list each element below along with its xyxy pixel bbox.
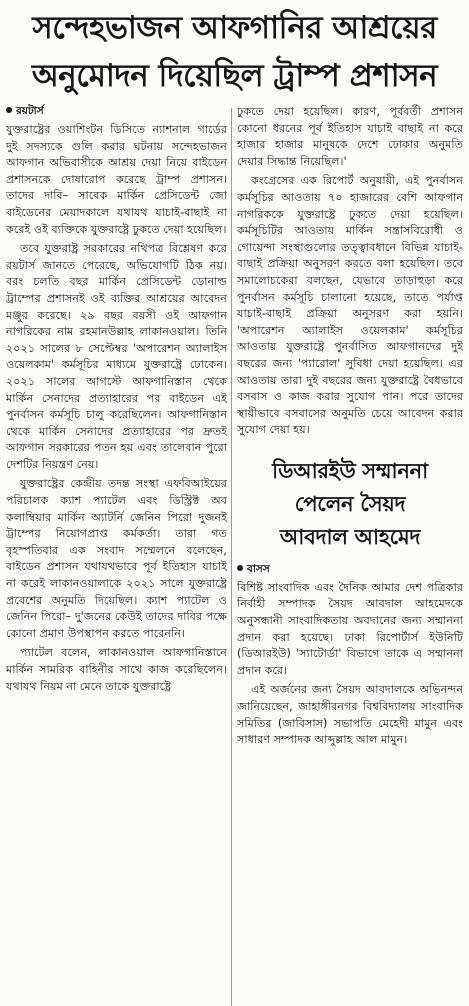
secondary-headline bbox=[237, 455, 463, 554]
article-paragraph: যুক্তরাষ্ট্রের ওয়াশিংটন ডিসিতে ন্যাশনাল গার্ডের দুই সদস্যকে গুলি করার ঘটনায় সন্দেহভাজন আফগান অভিবাসীকে আশ্রয় দেয়া নিয়ে বাইডেন প্রশাসনকে দোষারোপ করেছে ট্রাম্প প্রশাসন। তাদের দাবি– সাবেক মার্কিন প্রেসিডেন্ট জো বাইডেনের মেয়াদকালে যথাযথ যাচাই-বাছাই না করেই ওই ব্যক্তিকে যুক্তরাষ্ট্রে ঢুকতে দেয়া হয়েছিল। bbox=[6, 123, 227, 236]
article-column-left bbox=[6, 104, 227, 1006]
secondary-paragraph: এই অর্জনের জন্য সৈয়দ আবদালকে অভিনন্দন জানিয়েছেন, জাহাঙ্গীরনগর বিশ্ববিদ্যালয় সাংবাদিক সমিতির (জাবিসাস) সভাপতি মেহেদী মামুন এবং সাধারণ সম্পাদক আব্দুল্লাহ আল মামুন। bbox=[237, 683, 463, 747]
bullet-icon bbox=[6, 107, 12, 113]
article-paragraph: যুক্তরাষ্ট্রের কেন্দ্রীয় তদন্ত সংস্থা এফবিআইয়ের পরিচালক ক্যাশ প্যাটেল এবং ডিস্ট্রিক্ট অব কলাম্বিয়ার মার্কিন অ্যাটর্নি জেনিন পিরো দুজনই ট্রাম্পের নিয়োগপ্রাপ্ত কর্মকর্তা। তারা গত বৃহস্পতিবার এক সংবাদ সম্মেলনে বলেছেন, বাইডেন প্রশাসন যথাযথভাবে পূর্ব ইতিহাস যাচাই না করেই লাকানওয়ালাকে ২০২১ সালে যুক্তরাষ্ট্রে প্রবেশের অনুমতি দিয়েছিল। ক্যাশ প্যাটেল ও জেনিন পিরো– দু'জনের কেউই তাদের দাবির পক্ষে কোনো প্রমাণ উপস্থাপন করতে পারেননি। bbox=[6, 477, 227, 640]
secondary-headline-line-3: আবদাল আহমেদ bbox=[279, 524, 421, 549]
main-headline-line-1: সন্দেহভাজন আফগানির আশ্রয়ের bbox=[32, 10, 437, 46]
article-paragraph-continued: ঢুকতে দেয়া হয়েছিল। কারণ, পূর্ববর্তী প্রশাসন কোনো ধরনের পূর্ব ইতিহাস যাচাই বাছাই না করে হাজার হাজার মানুষকে দেশে ঢোকার অনুমতি দেয়ার সিদ্ধান্ত নিয়েছিল।' bbox=[237, 105, 463, 168]
main-headline bbox=[8, 4, 461, 100]
article-paragraph: কংগ্রেসের এক রিপোর্ট অনুযায়ী, এই পুনর্বাসন কর্মসূচির আওতায় ৭০ হাজারের বেশি আফগান নাগরিককে যুক্তরাষ্ট্রে ঢুকতে দেয়া হয়েছিল। কর্মসূচিটির আওতায় মার্কিন সন্ত্রাসবিরোধী ও গোয়েন্দা সংস্থাগুলোর তত্ত্বাবধানে বিভিন্ন যাচাই-বাছাই প্রক্রিয়া অনুসরণ করতে বলা হয়েছিল। তবে সমালোচকেরা বলছেন, যেভাবে তাড়াহুড়া করে পুনর্বাসন কর্মসূচি চালানো হয়েছে, তাতে পর্যাপ্ত যাচাই-বাছাই প্রক্রিয়া অনুসরণ করা হয়নি। 'অপারেশন অ্যালাইস ওয়েলকাম' কর্মসূচির আওতায় যুক্তরাষ্ট্রে পুনর্বাসিত আফগানদের দুই বছরের জন্য 'প্যারোল' সুবিধা দেয়া হয়েছিল। এর আওতায় তারা দুই বছরের জন্য যুক্তরাষ্ট্রে বৈধভাবে বসবাস ও কাজ করার সুযোগ পান। পরে তাদের স্থায়ীভাবে বসবাসের অনুমতি চেয়ে আবেদন করার সুযোগ দেয়া হয়। bbox=[237, 174, 463, 437]
article-byline bbox=[6, 104, 227, 118]
secondary-byline-text: বাসস bbox=[247, 562, 270, 575]
secondary-article-body bbox=[237, 580, 463, 749]
byline-text: রয়টার্স bbox=[16, 105, 44, 117]
secondary-headline-line-2: পেলেন সৈয়দ bbox=[294, 491, 406, 516]
article-paragraph: প্যাটেল বলেন, লাকানওয়াল আফগানিস্তানে মার্কিন সামরিক বাহিনীর সাথে কাজ করেছিলেন। যথাযথ নিয়ম না মেনে তাকে যুক্তরাষ্ট্রে bbox=[6, 646, 227, 693]
column-divider bbox=[231, 108, 232, 1006]
main-headline-line-2: অনুমোদন দিয়েছিল ট্রাম্প প্রশাসন bbox=[31, 58, 438, 94]
secondary-byline bbox=[237, 562, 463, 576]
article-column-right bbox=[237, 104, 463, 1006]
secondary-paragraph: বিশিষ্ট সাংবাদিক এবং দৈনিক আমার দেশ পত্রিকার নির্বাহী সম্পাদক সৈয়দ আবদাল আহমেদকে অনুসন্ধানী সাংবাদিকতায় অবদানের জন্য সম্মাননা প্রদান করা হয়েছে। ঢাকা রিপোর্টার্স ইউনিটি (ডিআরইউ) 'স্যাটোর্ডা' বিভাগে তাকে এ সম্মাননা প্রদান করে। bbox=[237, 580, 463, 677]
secondary-headline-line-1: ডিআরইউ সম্মাননা bbox=[272, 458, 428, 483]
bullet-icon bbox=[237, 565, 243, 571]
article-paragraph: তবে যুক্তরাষ্ট্র সরকারের নথিপত্র বিশ্লেষণ করে রয়টার্স জানতে পেরেছে, অভিযোগটি ঠিক নয়। বরং চলতি বছর মার্কিন প্রেসিডেন্ট ডোনাল্ড ট্রাম্পের প্রশাসনই ওই ব্যক্তির আশ্রয়ের আবেদন মঞ্জুর করেছে। ২৯ বছর বয়সী ওই আফগান নাগরিকের নাম রহমানউল্লাহ লাকানওয়াল। তিনি ২০২১ সালের ৮ সেপ্টেম্বর 'অপারেশন অ্যালাইস ওয়েলকাম' কর্মসূচির মাধ্যমে যুক্তরাষ্ট্রে ঢোকেন। ২০২১ সালের আগস্টে আফগানিস্তান থেকে মার্কিন সেনাদের প্রত্যাহারের পর বাইডেন এই পুনর্বাসন কর্মসূচি চালু করেছিলেন। আফগানিস্তান থেকে মার্কিন সেনাদের প্রত্যাহারের পর দ্রুতই আফগান সরকারের পতন হয় এবং তালেবান পুরো দেশটির নিয়ন্ত্রণ নেয়। bbox=[6, 242, 227, 471]
